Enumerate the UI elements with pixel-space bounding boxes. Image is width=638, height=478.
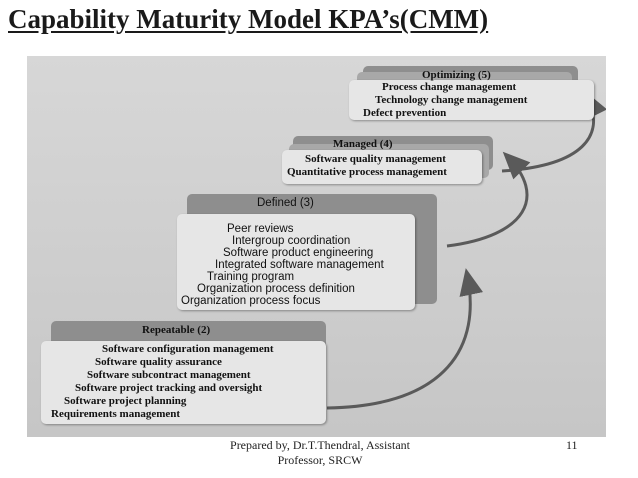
kpa-item: Software quality assurance (95, 356, 222, 368)
cmm-diagram (27, 56, 606, 437)
level-title: Optimizing (5) (422, 69, 491, 81)
kpa-item: Process change management (382, 81, 517, 93)
kpa-item: Integrated software management (215, 259, 384, 271)
slide-number: 11 (566, 438, 578, 452)
kpa-item: Requirements management (51, 408, 181, 420)
kpa-item: Defect prevention (363, 107, 447, 119)
slide-title: Capability Maturity Model KPA’s(CMM) (8, 4, 489, 34)
kpa-item: Technology change management (375, 94, 528, 106)
level-title: Defined (3) (257, 197, 314, 209)
kpa-item: Software quality management (305, 153, 446, 165)
kpa-item: Software configuration management (102, 343, 274, 355)
kpa-item: Training program (207, 271, 295, 283)
kpa-item: Organization process focus (181, 295, 321, 307)
kpa-item: Organization process definition (197, 283, 355, 295)
kpa-item: Software subcontract management (87, 369, 251, 381)
level-title: Repeatable (2) (142, 324, 211, 336)
kpa-item: Software project tracking and oversight (75, 382, 263, 394)
kpa-item: Intergroup coordination (232, 235, 351, 247)
kpa-item: Software project planning (64, 395, 187, 407)
kpa-item: Software product engineering (223, 247, 374, 259)
footer-line: Professor, SRCW (277, 453, 363, 467)
kpa-item: Peer reviews (227, 223, 294, 235)
kpa-item: Quantitative process management (287, 166, 447, 178)
level-title: Managed (4) (333, 138, 393, 150)
footer-credit (210, 438, 430, 468)
footer-line: Prepared by, Dr.T.Thendral, Assistant (230, 438, 410, 452)
